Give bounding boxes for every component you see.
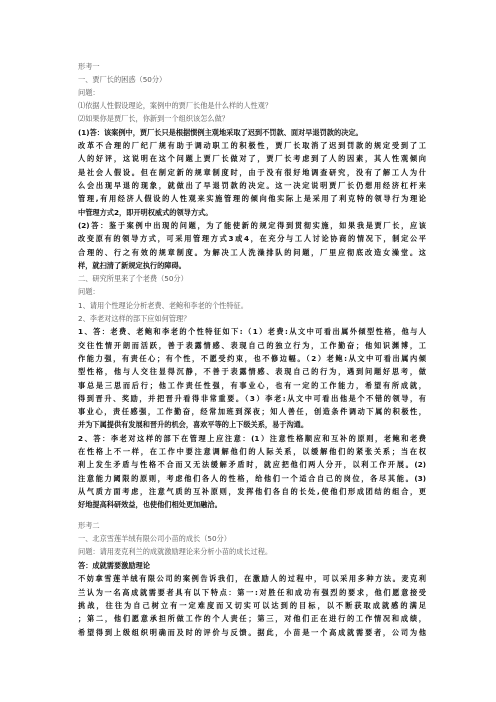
heading-text-line: 问题： [78,88,100,97]
heading-text-line: 形考一 [78,62,100,71]
answer-text-line: 样，就扫清了新规定执行的障碍。 [78,261,186,270]
heading-text-line: 2、李老对这样的部下应如何管理？ [78,314,191,323]
answer-text-line: 兰认为一名高成就需要者具有以下特点：第一:对胜任和成功有强烈的要求，他们愿意接受 [78,588,426,597]
answer-text-line: 型性格，他与人交往显得沉静，不善于表露情感、表现自己的行为，遇到问题好思考，做 [78,367,426,376]
heading-text-line: 二、研究所里来了个老费（50分） [78,274,188,283]
document-page [78,0,426,702]
answer-text-line: 1、答：老费、老鲍和李老的个性特征如下:（1）老费:从文中可看出属外倾型性格，他与人 [78,327,426,336]
answer-text-line: 得到晋升、奖励，并把晋升看得非常重要。（3）李老:从文中可看出他是个不错的领导，有 [78,394,426,403]
answer-text-line: 希望得到上级组织明确而及时的评价与反馈。据此，小苗是一个高成就需要者，公司为他 [78,628,426,637]
answer-text-line: 中管理方式2，即开明权威式的领导方式。 [78,208,213,217]
heading-text-line: 问题： [78,287,100,296]
heading-text-line: 1、请用个性理论分析老费、老鲍和李老的个性特征。 [78,301,248,310]
answer-text-line: 在性格上不一样，在工作中要注意调解他们的人际关系，以缓解他们的紧张关系；当在权 [78,447,426,456]
answer-text-line: 管理,有用经济人假设的人性观来实施管理的倾向他实际上是采用了利克特的领导行为理论 [78,194,426,203]
answer-text-line: 并为下属提供有发展和晋升的机会，喜欢平等的上下级关系，易于沟通。 [78,420,309,429]
answer-text-line: 事业心，责任感强，工作勤奋，经常加班到深夜；知人善任，创造条件调动下属的积极性， [78,407,426,416]
answer-text-line: 是社会人假设。但在制定新的规章制度时，由于没有很好地调查研究，没有了解工人为什 [78,168,426,177]
answer-text-line: 注意能力阈限的原则，考虑他们各人的性格，给他们一个适合自己的岗位，各尽其能。(3) [78,474,426,483]
answer-text-line: 好地提高科研效益，也使他们相处更加融洽。 [78,500,222,509]
answer-text-line: (1)答：该案例中，贾厂长只是根据惯例主观地采取了迟到不罚款、面对早退罚款的决定。 [78,128,363,137]
answer-text-line: 从气质方面考虑，注意气质的互补原则，发挥他们各自的长处,使他们形成团结的组合，更 [78,487,426,496]
answer-text-line: (2)答：鉴于案例中出现的问题，为了能使新的规定得到贯彻实施，如果我是贾厂长，应该 [78,221,426,230]
answer-text-line: ；第二，他们愿意承担所做工作的个人责任；第三，对他们正在进行的工作情况和成绩， [78,614,426,623]
answer-text-line: 改变原有的领导方式，可采用管理方式3或4，在充分与工人讨论协商的情况下，制定公平 [78,234,426,243]
heading-text-line: 形考二 [78,521,100,530]
answer-text-line: 合理的、行之有效的规章制度。为解决工人洗澡排队的问题，厂里应彻底改造女澡堂。这 [78,248,426,257]
answer-text-line: 挑战，往往为自己树立有一定难度而又切实可以达到的目标，以不断获取成就感的满足 [78,601,426,610]
answer-text-line: 人的好评，这说明在这个问题上贾厂长做对了，贾厂长考虑到了人的因素，其人性观倾向 [78,154,426,163]
answer-text-line: 答：成就需要激励理论 [78,561,150,570]
heading-text-line: ⑵如果你是贾厂长，你新到一个组织该怎么做？ [78,114,229,123]
heading-text-line: 一、贾厂长的困惑（50分） [78,75,167,84]
heading-text-line: ⑴依据人性假设理论，案例中的贾厂长他是什么样的人性观？ [78,101,273,110]
answer-text-line: 么会出现早退的现象，就做出了早退罚款的决定。这一决定说明贾厂长仍想用经济杠杆来 [78,181,426,190]
answer-text-line: 作能力强，有责任心；有个性，不愿受约束，也不修边幅。（2）老鲍:从文中可看出属内倾 [78,354,426,363]
answer-text-line: 事总是三思而后行；他工作责任性强，有事业心，也有一定的工作能力，希望有所成就， [78,381,426,390]
answer-text-line: 交往性情开朗而活跃，善于表露情感、表现自己的独立行为，工作勤奋；他知识渊博，工 [78,341,426,350]
answer-text-line: 不妨拿雪莲羊绒有限公司的案例告诉我们，在激励人的过程中，可以采用多种方法。麦克利 [78,574,426,583]
answer-text-line: 利上发生矛盾与性格不合而又无法缓解矛盾时，就应把他们两人分开，以利工作开展。(2) [78,460,426,469]
answer-text-line: 2、答：李老对这样的部下在管理上应注意：(1）注意性格顺应和互补的原则，老鲍和老费 [78,434,426,443]
heading-text-line: 一、北京雪莲羊绒有限公司小苗的成长（50分） [78,534,231,543]
heading-text-line: 问题：请用麦克利兰的成就激励理论来分析小苗的成长过程。 [78,547,273,556]
answer-text-line: 改革不合理的厂纪厂规有助于调动职工的积极性，贾厂长取消了迟到罚款的规定受到了工 [78,141,426,150]
